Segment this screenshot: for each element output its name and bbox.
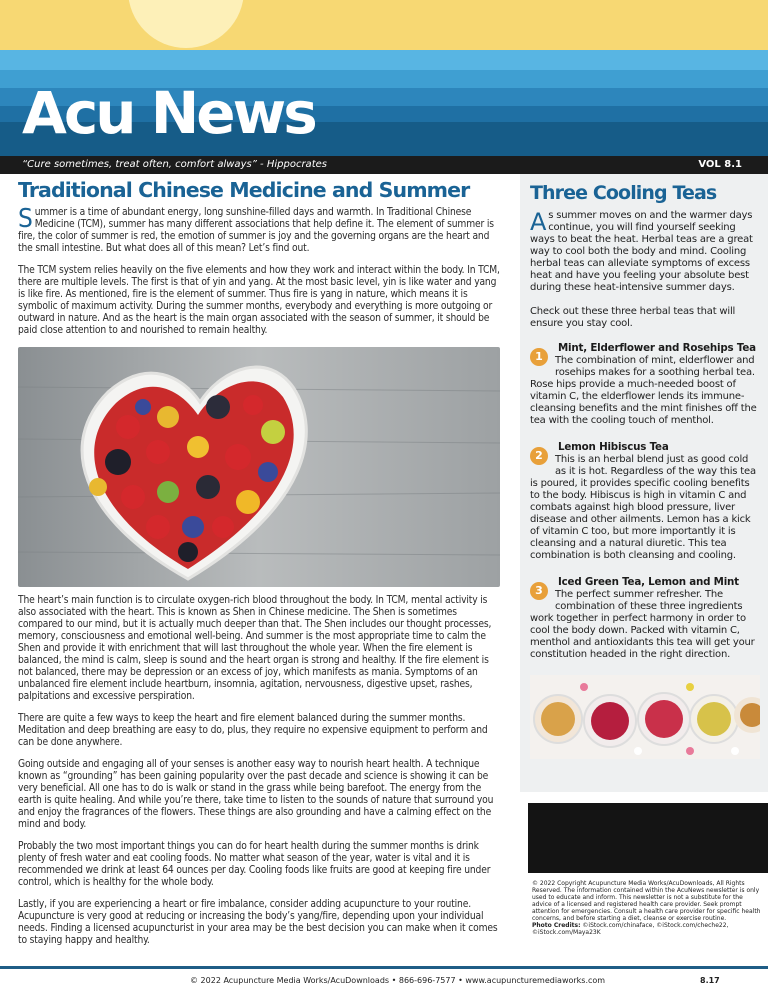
number-badge: 2 bbox=[530, 447, 548, 465]
quote-bar bbox=[0, 156, 768, 174]
tea-title: Lemon Hibiscus Tea bbox=[558, 441, 669, 453]
tea-description: The perfect summer refresher. The combination of these three ingredients work together in perfect harmony in order to cool the body down. Packed with vitamin C, menthol and antioxidants this tea will get your constitution headed in the right direction. bbox=[530, 589, 755, 660]
herbal-tea-cups-photo bbox=[530, 675, 760, 759]
number-badge: 1 bbox=[530, 348, 548, 366]
main-article bbox=[18, 178, 502, 957]
drop-cap: S bbox=[18, 203, 33, 234]
header-quote: “Cure sometimes, treat often, comfort always” - Hippocrates bbox=[22, 159, 327, 170]
number-badge: 3 bbox=[530, 582, 548, 600]
article-paragraph: The heart’s main function is to circulate oxygen-rich blood throughout the body. In TCM, mental activity is also associated with the heart. This is known as Shen in Chinese medicine. The Shen is sometimes compared to our mind, but it is actually much deeper than that. The Shen includes our thought processes, memory, consciousness and emotional well-being. And summer is the most appropriate time to calm the Shen and provide it with enrichment that will last throughout the whole year. When the fire element is balanced, the mind is calm, sleep is sound and the heart organ is strong and healthy. If the fire element is not balanced, there may be depression or an excess of joy, which manifests as mania. Symptoms of an unbalanced fire element include heartburn, insomnia, agitation, nervousness, digestive upset, rashes, palpitations and excessive perspiration. bbox=[18, 594, 492, 702]
tea-description: The combination of mint, elderflower and rosehips makes for a soothing herbal tea. Rose hips provide a much-needed boost of vitamin C, the elderflower lends its immune-cleansing benefits and the mint finishes off the tea with the cooling touch of menthol. bbox=[530, 355, 757, 426]
article-paragraph: There are quite a few ways to keep the heart and fire element balanced during the summer months. Meditation and deep breathing are easy to do, plus, they require no expensive equipment to perform and can be done anywhere. bbox=[18, 712, 488, 748]
newsletter-title: Acu News bbox=[22, 79, 315, 147]
photo-credits-label: Photo Credits: bbox=[532, 922, 581, 929]
page-number: 8.17 bbox=[700, 976, 720, 985]
intro-text: s summer moves on and the warmer days continue, you will find yourself seeking ways to beat the heat. Herbal teas are a great way to cool both the body and mind. Cooling herbal teas can alleviate symptoms of excess heat and have you feeling your absolute best during these heat-intensive summer days. bbox=[530, 210, 753, 293]
article-paragraph bbox=[18, 203, 502, 255]
article-paragraph: Probably the two most important things you can do for heart health during the summer months is drink plenty of fresh water and eat cooling foods. No matter what season of the year, water is vital and it is recommended we drink at least 64 ounces per day. Cooling foods like fruits are good at keeping fire under control, which is healthy for the whole body. bbox=[18, 840, 491, 888]
header-banner bbox=[0, 0, 768, 156]
article-heading: Traditional Chinese Medicine and Summer bbox=[18, 178, 470, 202]
article-paragraph: Going outside and engaging all of your senses is another easy way to nourish heart health. A technique known as “grounding” has been gaining popularity over the past decade and science is showing it can be very beneficial. All one has to do is walk or stand in the grass while being barefoot. The energy from the earth is quite healing. And while you’re there, take time to listen to the sounds of nature that surround you and enjoy the fragrances of the flowers. These things are also grounding and have a calming effect on the mind and body. bbox=[18, 758, 494, 830]
copyright-text: © 2022 Copyright Acupuncture Media Works/AcuDownloads, All Rights Reserved. The information contained within the AcuNews newsletter is only used to educate and inform. This newsletter is not a substitute for the advice of a licensed and registered health care provider. Seek prompt attention for emergencies. Consult a health care provider for specific health concerns, and before starting a diet, cleanse or exercise routine. bbox=[532, 880, 761, 922]
paragraph-text: ummer is a time of abundant energy, long sunshine-filled days and warmth. In Traditional Chinese Medicine (TCM), summer has many different associations that help define it. The element of summer is fire, the color of summer is red, the emotion of summer is joy and the governing organs are the heart and the small intestine. But what does all of this mean? Let’s find out. bbox=[18, 206, 494, 254]
drop-cap: A bbox=[530, 208, 547, 236]
tea-title: Iced Green Tea, Lemon and Mint bbox=[558, 576, 739, 588]
sidebar-intro-2: Check out these three herbal teas that will ensure you stay cool. bbox=[530, 306, 736, 329]
tea-description: This is an herbal blend just as good cold as it is hot. Regardless of the way this tea is poured, it provides specific cooling benefits to the body. Hibiscus is high in vitamin C and combats against high blood pressure, liver disease and other ailments. Lemon has a kick of vitamin C too, but more importantly it is cleansing and a natural diuretic. This tea combination is both cleansing and cooling. bbox=[530, 454, 756, 561]
tea-item bbox=[530, 441, 758, 562]
fruit-heart-bowl-photo bbox=[18, 347, 500, 587]
tea-item bbox=[530, 576, 758, 661]
sidebar bbox=[520, 174, 768, 792]
article-paragraph: Lastly, if you are experiencing a heart or fire imbalance, consider adding acupuncture to your routine. Acupuncture is very good at reducing or increasing the body’s yang/fire, depending upon your individual needs. Finding a licensed acupuncturist in your area may be the best decision you can make when it comes to staying happy and healthy. bbox=[18, 898, 498, 946]
photo-credits bbox=[532, 922, 764, 936]
footer-divider bbox=[0, 966, 768, 969]
banner-stripe bbox=[0, 50, 768, 70]
article-paragraph: The TCM system relies heavily on the five elements and how they work and interact within the body. In TCM, there are multiple levels. The first is that of yin and yang. At the most basic level, yin is like water and yang is like fire. As mentioned, fire is the element of summer. Thus fire is yang in nature, which means it is symbolic of maximum activity. During the summer months, everybody and everything is more outgoing or outward in nature. And as the heart is the main organ associated with the season of summer, it should be paid close attention to and nourished to remain healthy. bbox=[18, 264, 500, 336]
tea-item bbox=[530, 342, 758, 427]
banner-sky bbox=[0, 0, 768, 50]
sidebar-intro bbox=[530, 210, 758, 294]
volume-label: VOL 8.1 bbox=[698, 159, 742, 170]
copyright-notice bbox=[532, 880, 764, 936]
photo-credits-text: ©iStock.com/chinaface, ©iStock.com/cheche22, ©iStock.com/Maya23K bbox=[532, 922, 729, 936]
ad-placeholder-box bbox=[528, 803, 768, 873]
footer-contact: © 2022 Acupuncture Media Works/AcuDownloads • 866-696-7577 • www.acupuncturemediaworks.com bbox=[190, 976, 606, 985]
sidebar-heading: Three Cooling Teas bbox=[530, 182, 717, 204]
tea-title: Mint, Elderflower and Rosehips Tea bbox=[558, 342, 756, 354]
